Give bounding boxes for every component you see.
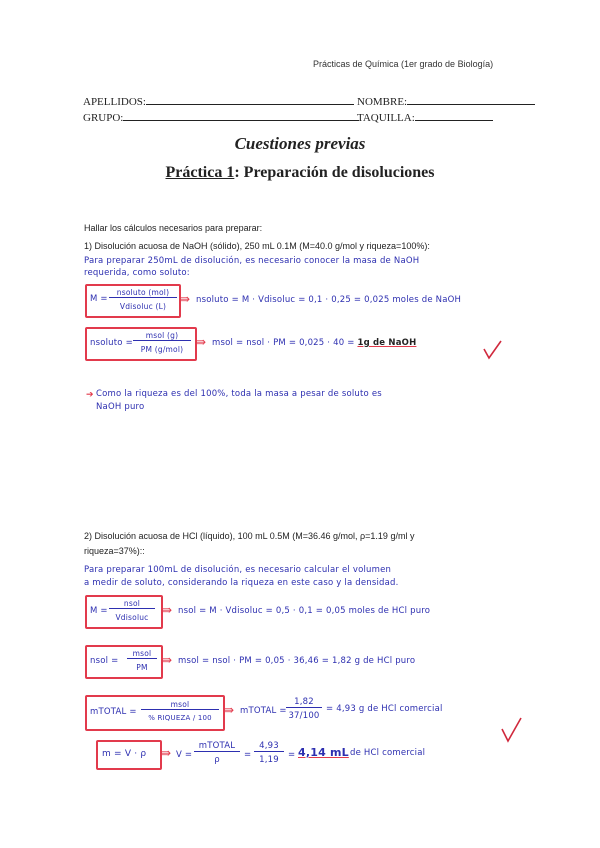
q1-calc-1: nsoluto = M · Vdisoluc = 0,1 · 0,25 = 0,025 moles de NaOH: [196, 295, 462, 305]
q2-formula-box-1: [85, 595, 163, 629]
q2-hand-intro-1: Para preparar 100mL de disolución, es necesario calcular el volumen: [84, 565, 392, 575]
q2-arrow-1: ⇛: [162, 603, 173, 617]
q2-calc-4-num2: 4,93: [254, 741, 284, 752]
q2-calc-4-num1: mTOTAL: [194, 741, 240, 752]
check-mark-icon: [482, 340, 504, 362]
apellidos-field[interactable]: [146, 104, 354, 105]
q2-calc-4-den2: 1,19: [259, 755, 279, 765]
taquilla-label: TAQUILLA:: [357, 112, 415, 124]
section-title: Cuestiones previas: [234, 134, 366, 153]
q2-box3-num: msol: [141, 700, 219, 710]
form-grupo: [83, 112, 359, 124]
q1-note-1: Como la riqueza es del 100%, toda la masa a pesar de soluto es: [96, 389, 382, 399]
q2-calc-4-left: V =: [176, 750, 193, 760]
q2-calc-3-right: = 4,93 g de HCl comercial: [326, 704, 443, 714]
form-taquilla: [357, 112, 493, 124]
q2-formula-box-3: [85, 695, 225, 731]
q2-formula-box-4: [96, 740, 162, 770]
q1-note-2: NaOH puro: [96, 402, 145, 412]
taquilla-field[interactable]: [415, 120, 493, 121]
q1-statement: 1) Disolución acuosa de NaOH (sólido), 250 mL 0.1M (M=40.0 g/mol y riqueza=100%):: [84, 241, 430, 251]
nombre-label: NOMBRE:: [357, 96, 408, 108]
q2-box2-num: msol: [127, 649, 157, 659]
q1-formula-box-2: [85, 327, 197, 361]
q2-box1-left: M =: [90, 606, 108, 616]
q1-box1-num: nsoluto (mol): [109, 288, 177, 298]
practice-title: [0, 164, 600, 182]
q2-calc-1: nsol = M · Vdisoluc = 0,5 · 0,1 = 0,05 moles de HCl puro: [178, 606, 431, 616]
q1-formula-box-1: M = nsoluto (mol) Vdisoluc (L): [85, 284, 181, 318]
apellidos-label: APELLIDOS:: [83, 96, 146, 108]
q1-box2-left: nsoluto =: [90, 338, 133, 348]
q2-arrow-4: ⇛: [161, 746, 172, 760]
q2-result-tail: de HCl comercial: [350, 748, 426, 758]
q2-box1-num: nsol: [109, 599, 155, 609]
q2-arrow-3: ⇛: [224, 703, 235, 717]
q2-formula-box-2: [85, 645, 163, 679]
practice-name: : Preparación de disoluciones: [234, 164, 435, 181]
q1-arrow-1: ⇛: [180, 292, 191, 306]
q1-hand-intro-2: requerida, como soluto:: [84, 268, 190, 278]
practice-number: Práctica 1: [165, 164, 235, 181]
grupo-label: GRUPO:: [83, 112, 124, 124]
grupo-field[interactable]: [123, 120, 359, 121]
q1-hand-intro-1: Para preparar 250mL de disolución, es necesario conocer la masa de NaOH: [84, 256, 420, 266]
intro-text: Hallar los cálculos necesarios para preparar:: [84, 223, 263, 233]
q1-box2-num: msol (g): [133, 331, 191, 341]
q2-result: 4,14 mL: [298, 746, 349, 759]
form-apellidos: [83, 96, 354, 108]
q2-box2-left: nsol =: [90, 656, 119, 666]
q2-box4: m = V · ρ: [102, 749, 147, 759]
form-nombre: [357, 96, 535, 108]
q2-calc-3-left: mTOTAL =: [240, 706, 287, 716]
q2-calc-4-den1: ρ: [214, 755, 220, 765]
q2-box1-den: Vdisoluc: [115, 613, 149, 622]
q1-box1-den: Vdisoluc (L): [119, 302, 167, 311]
check-mark-icon-2: [500, 717, 524, 745]
q2-statement-2: riqueza=37%)::: [84, 546, 145, 556]
nombre-field[interactable]: [407, 104, 535, 105]
q1-calc-2: msol = nsol · PM = 0,025 · 40 = 1g de NaOH: [212, 338, 417, 348]
q2-box3-left: mTOTAL =: [90, 707, 137, 717]
q1-box2-den: PM (g/mol): [140, 345, 184, 354]
q2-statement-1: 2) Disolución acuosa de HCl (líquido), 100 mL 0.5M (M=36.46 g/mol, ρ=1.19 g/ml y: [84, 531, 415, 541]
q2-calc-3-num: 1,82: [286, 697, 322, 708]
q2-calc-2: msol = nsol · PM = 0,05 · 36,46 = 1,82 g de HCl puro: [178, 656, 416, 666]
q2-arrow-2: ⇛: [162, 653, 173, 667]
q2-box2-den: PM: [136, 663, 148, 672]
course-header: Prácticas de Química (1er grado de Biología): [313, 59, 494, 69]
q1-note-arrow: ➔: [86, 389, 94, 399]
q1-arrow-2: ⇛: [196, 335, 207, 349]
q1-result: 1g de NaOH: [357, 338, 417, 348]
q2-hand-intro-2: a medir de soluto, considerando la riqueza en este caso y la densidad.: [84, 578, 399, 588]
q2-calc-3-den: 37/100: [288, 711, 320, 721]
q2-box3-den: % RIQUEZA / 100: [148, 714, 212, 722]
